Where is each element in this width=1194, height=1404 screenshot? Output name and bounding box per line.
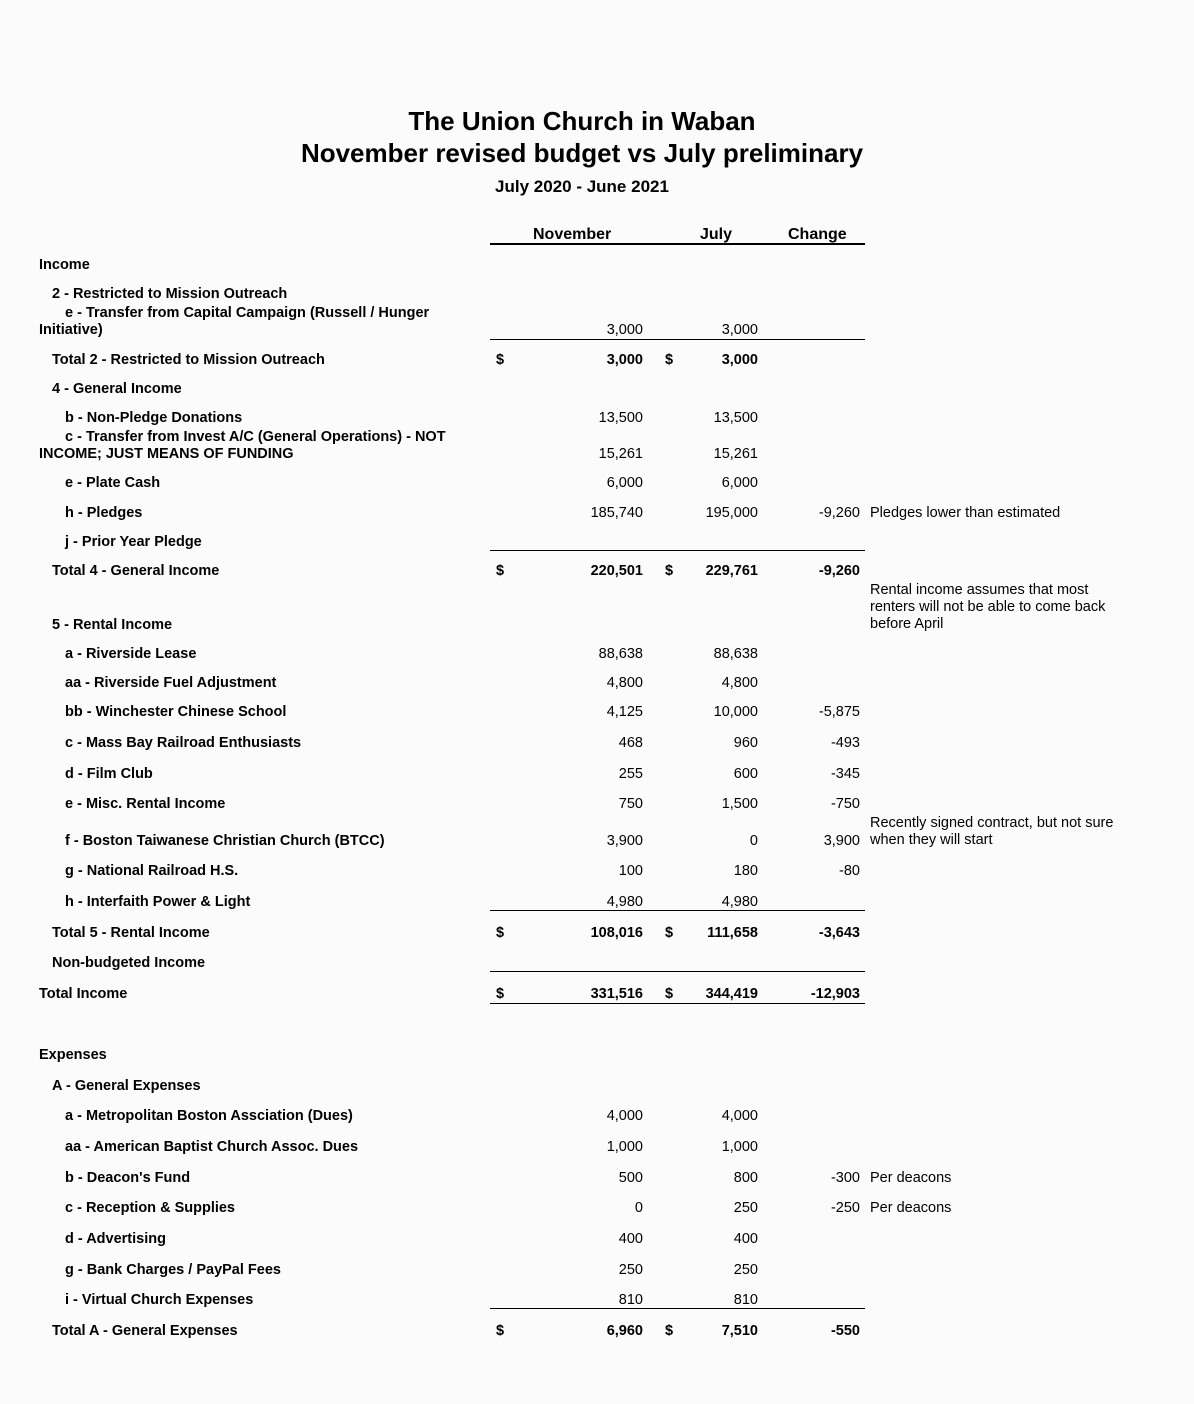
line-5aa: [0, 675, 1194, 697]
value-november: 400: [618, 1231, 643, 1247]
currency-sign: $: [496, 986, 505, 1002]
value-july: 810: [733, 1292, 758, 1308]
row-label: aa - Riverside Fuel Adjustment: [65, 675, 277, 691]
value-november: 3,000: [606, 352, 643, 368]
report-period: July 2020 - June 2021: [495, 177, 669, 196]
row-label: Total 4 - General Income: [52, 563, 220, 579]
row-label: 5 - Rental Income: [52, 617, 173, 633]
value-july: 1,500: [721, 796, 758, 812]
column-header-july: July: [700, 226, 733, 243]
value-july: 960: [733, 735, 758, 751]
value-july: 180: [733, 863, 758, 879]
value-july: 4,000: [721, 1108, 758, 1124]
line-5bb: [0, 704, 1194, 726]
value-change: -750: [830, 796, 860, 812]
currency-sign: $: [665, 986, 674, 1002]
value-july: 0: [749, 833, 758, 849]
rule: [490, 1308, 865, 1309]
row-label: Total 2 - Restricted to Mission Outreach: [52, 352, 325, 368]
row-label: e - Transfer from Capital Campaign (Russell / Hunger: [65, 305, 430, 321]
report-title: The Union Church in Waban: [408, 106, 756, 136]
row-label: Total Income: [39, 986, 128, 1002]
value-november: 88,638: [598, 646, 643, 662]
currency-sign: $: [496, 925, 505, 941]
value-change: 3,900: [823, 833, 860, 849]
row-label: 2 - Restricted to Mission Outreach: [52, 286, 288, 302]
value-july: 344,419: [705, 986, 758, 1002]
line-4c-cont: [0, 446, 1194, 468]
line-Ai: [0, 1292, 1194, 1314]
note: Recently signed contract, but not sure when they will start: [870, 815, 1114, 848]
row-label-cont: Initiative): [39, 322, 103, 338]
value-november: 500: [618, 1170, 643, 1186]
line-Aaa: [0, 1139, 1194, 1161]
value-november: 810: [618, 1292, 643, 1308]
line-5c: [0, 735, 1194, 757]
row-label: Expenses: [39, 1047, 107, 1063]
value-july: 600: [733, 766, 758, 782]
btcc-note-row: [0, 815, 1194, 855]
row-label: d - Film Club: [65, 766, 153, 782]
row-label: j - Prior Year Pledge: [65, 534, 202, 550]
value-november: 331,516: [590, 986, 643, 1002]
line-5a: [0, 646, 1194, 668]
value-july: 250: [733, 1262, 758, 1278]
currency-sign: $: [665, 352, 674, 368]
row-label: 4 - General Income: [52, 381, 182, 397]
value-change: -12,903: [810, 986, 860, 1002]
row-label: c - Reception & Supplies: [65, 1200, 235, 1216]
row-label: e - Misc. Rental Income: [65, 796, 226, 812]
value-july: 13,500: [713, 410, 758, 426]
value-july: 3,000: [721, 322, 758, 338]
value-july: 4,800: [721, 675, 758, 691]
value-change: -493: [830, 735, 860, 751]
value-july: 1,000: [721, 1139, 758, 1155]
line-4j: [0, 534, 1194, 556]
total-2: [0, 352, 1194, 374]
value-july: 400: [733, 1231, 758, 1247]
note: Rental income assumes that most renters will not be able to come back before April: [870, 582, 1106, 632]
value-change: -9,260: [818, 505, 860, 521]
row-label: Total A - General Expenses: [52, 1323, 238, 1339]
row-label: f - Boston Taiwanese Christian Church (BTCC): [65, 833, 385, 849]
section-income: [0, 257, 1194, 279]
currency-sign: $: [496, 1323, 505, 1339]
value-change: -345: [830, 766, 860, 782]
total-A: [0, 1323, 1194, 1345]
line-2e-cont: [0, 322, 1194, 344]
currency-sign: $: [496, 352, 505, 368]
row-label: c - Mass Bay Railroad Enthusiasts: [65, 735, 302, 751]
group-A-header: [0, 1078, 1194, 1100]
value-november: 4,000: [606, 1108, 643, 1124]
row-label: A - General Expenses: [52, 1078, 201, 1094]
value-july: 111,658: [707, 925, 758, 941]
non-budgeted-income: [0, 955, 1194, 977]
value-november: 4,125: [606, 704, 643, 720]
value-july: 7,510: [721, 1323, 758, 1339]
row-label: bb - Winchester Chinese School: [65, 704, 287, 720]
note: Per deacons: [870, 1200, 952, 1216]
row-label: a - Riverside Lease: [65, 646, 197, 662]
value-july: 4,980: [721, 894, 758, 910]
rule: [490, 339, 865, 340]
value-november: 250: [618, 1262, 643, 1278]
line-5g: [0, 863, 1194, 885]
value-july: 800: [733, 1170, 758, 1186]
note: Pledges lower than estimated: [870, 505, 1061, 521]
total-income: [0, 986, 1194, 1008]
value-november: 108,016: [590, 925, 643, 941]
value-july: 88,638: [713, 646, 758, 662]
value-july: 3,000: [721, 352, 758, 368]
total-5: [0, 925, 1194, 947]
line-Aa: [0, 1108, 1194, 1130]
section-expenses: [0, 1047, 1194, 1069]
line-Ab: [0, 1170, 1194, 1192]
line-5h: [0, 894, 1194, 916]
value-change: -9,260: [818, 563, 860, 579]
value-change: -550: [830, 1323, 860, 1339]
value-november: 0: [634, 1200, 643, 1216]
value-november: 3,000: [606, 322, 643, 338]
row-label: g - Bank Charges / PayPal Fees: [65, 1262, 281, 1278]
line-Ad: [0, 1231, 1194, 1253]
value-november: 6,000: [606, 475, 643, 491]
value-november: 6,960: [606, 1323, 643, 1339]
column-header-november: November: [533, 226, 612, 243]
report-subtitle: November revised budget vs July preliminary: [300, 138, 864, 168]
value-july: 229,761: [705, 563, 758, 579]
row-label: Non-budgeted Income: [52, 955, 206, 971]
row-label: aa - American Baptist Church Assoc. Dues: [65, 1139, 359, 1155]
row-label: a - Metropolitan Boston Assciation (Dues): [65, 1108, 353, 1124]
rule: [490, 910, 865, 911]
row-label: Income: [39, 257, 90, 273]
value-november: 220,501: [590, 563, 643, 579]
note: Per deacons: [870, 1170, 952, 1186]
value-change: -5,875: [818, 704, 860, 720]
header-rule: [490, 243, 865, 245]
value-july: 10,000: [713, 704, 758, 720]
value-change: -300: [830, 1170, 860, 1186]
value-july: 195,000: [705, 505, 758, 521]
row-label: Total 5 - Rental Income: [52, 925, 210, 941]
row-label-cont: INCOME; JUST MEANS OF FUNDING: [39, 446, 294, 462]
rule: [490, 550, 865, 551]
value-july: 15,261: [713, 446, 758, 462]
row-label: h - Pledges: [65, 505, 143, 521]
value-november: 468: [618, 735, 643, 751]
value-november: 4,980: [606, 894, 643, 910]
row-label: d - Advertising: [65, 1231, 166, 1247]
line-4e: [0, 475, 1194, 497]
column-header-change: Change: [788, 226, 847, 243]
line-5d: [0, 766, 1194, 788]
line-Ac: [0, 1200, 1194, 1222]
row-label: g - National Railroad H.S.: [65, 863, 239, 879]
row-label: c - Transfer from Invest A/C (General Operations) - NOT: [65, 429, 446, 445]
group-5-header: [0, 617, 1194, 639]
value-november: 1,000: [606, 1139, 643, 1155]
value-change: -3,643: [818, 925, 860, 941]
currency-sign: $: [496, 563, 505, 579]
row-label: h - Interfaith Power & Light: [65, 894, 251, 910]
value-november: 4,800: [606, 675, 643, 691]
value-july: 6,000: [721, 475, 758, 491]
group-4-header: [0, 381, 1194, 403]
value-november: 13,500: [598, 410, 643, 426]
line-Ag: [0, 1262, 1194, 1284]
row-label: b - Non-Pledge Donations: [65, 410, 243, 426]
row-label: b - Deacon's Fund: [65, 1170, 191, 1186]
value-november: 185,740: [590, 505, 643, 521]
value-change: -250: [830, 1200, 860, 1216]
value-november: 3,900: [606, 833, 643, 849]
rule: [490, 1003, 865, 1004]
currency-sign: $: [665, 925, 674, 941]
value-change: -80: [839, 863, 860, 879]
value-november: 100: [618, 863, 643, 879]
currency-sign: $: [665, 563, 674, 579]
currency-sign: $: [665, 1323, 674, 1339]
value-november: 750: [618, 796, 643, 812]
value-november: 15,261: [598, 446, 643, 462]
row-label: e - Plate Cash: [65, 475, 161, 491]
rule: [490, 971, 865, 972]
value-november: 255: [618, 766, 643, 782]
value-july: 250: [733, 1200, 758, 1216]
line-4h: [0, 505, 1194, 527]
row-label: i - Virtual Church Expenses: [65, 1292, 254, 1308]
